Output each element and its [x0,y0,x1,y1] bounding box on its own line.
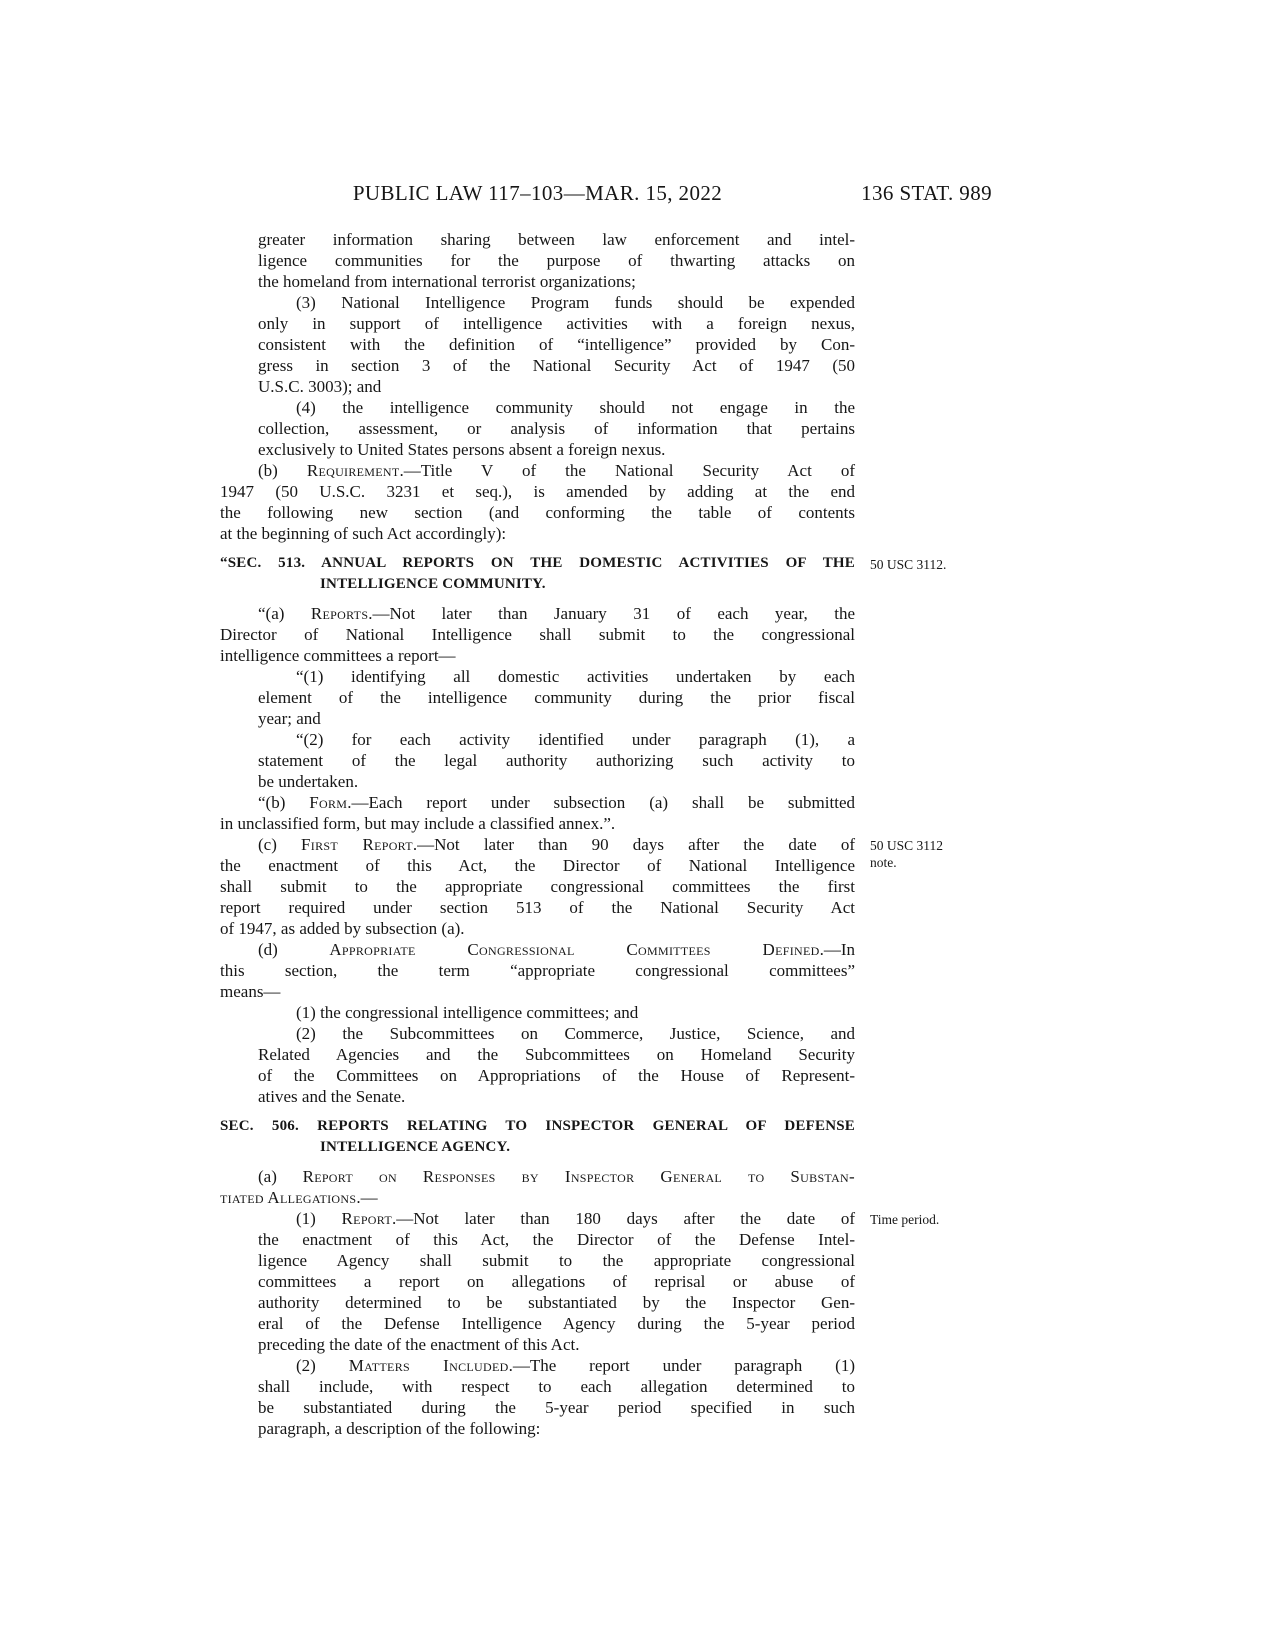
text-line: “SEC. 513. ANNUAL REPORTS ON THE DOMESTIC ACTIVITIES OF THE [220,555,855,571]
text-line: ligence Agency shall submit to the appropriate congressional [258,1251,855,1270]
text-line: greater information sharing between law enforcement and intel- [258,230,855,249]
paragraph [220,1208,940,1355]
paragraph [220,729,855,792]
text-line: only in support of intelligence activities with a foreign nexus, [258,314,855,333]
paragraph [220,1002,855,1023]
small-caps-text: Matters Included [348,1356,509,1375]
text-line: ligence communities for the purpose of thwarting attacks on [258,251,855,270]
small-caps-text: Appropriate Congressional Committees Defined [329,940,820,959]
text-line: atives and the Senate. [258,1087,406,1106]
text-line: the following new section (and conforming the table of contents [220,503,855,522]
section-heading [220,1116,855,1158]
text-line: shall include, with respect to each allegation determined to [258,1377,855,1396]
text-line: be substantiated during the 5-year period specified in such [258,1398,855,1417]
text-line: (a) Report on Responses by Inspector General to Substan- [258,1167,855,1186]
paragraph [220,460,855,544]
text-line: (1) the congressional intelligence committees; and [296,1003,639,1022]
paragraph [220,666,855,729]
margin-note: Time period. [870,1212,940,1227]
text-line: “(1) identifying all domestic activities undertaken by each [296,667,855,686]
paragraph [220,397,855,460]
text-line: committees a report on allegations of reprisal or abuse of [258,1272,855,1291]
text-line: element of the intelligence community during the prior fiscal [258,688,855,707]
paragraph [220,834,944,939]
text-line: “(a) Reports.—Not later than January 31 of each year, the [258,604,855,623]
text-line: (2) Matters Included.—The report under paragraph (1) [296,1356,855,1375]
paragraph [220,939,855,1002]
text-line: statement of the legal authority authorizing such activity to [258,751,855,770]
paragraph [220,1023,855,1107]
text-line: 1947 (50 U.S.C. 3231 et seq.), is amended by adding at the end [220,482,855,501]
small-caps-text: First Report [301,835,413,854]
text-line: consistent with the definition of “intelligence” provided by Con- [258,335,855,354]
paragraph [220,603,855,666]
document-body [220,229,947,1439]
text-line: at the beginning of such Act accordingly): [220,524,507,543]
paragraph [220,1166,855,1208]
text-line: intelligence committees a report— [220,646,456,665]
statute-page-number: 136 STAT. 989 [861,181,992,205]
page-header [220,181,992,207]
text-line: year; and [258,709,321,728]
small-caps-text: Report on Responses by Inspector General to Substan- [302,1167,855,1186]
text-line: this section, the term “appropriate congressional committees” [220,961,855,980]
text-line: gress in section 3 of the National Security Act of 1947 (50 [258,356,855,375]
text-line: the enactment of this Act, the Director of the Defense Intel- [258,1230,855,1249]
text-line: (2) the Subcommittees on Commerce, Justice, Science, and [296,1024,855,1043]
section-heading [220,553,947,595]
text-line: authority determined to be substantiated by the Inspector Gen- [258,1293,855,1312]
text-line: SEC. 506. REPORTS RELATING TO INSPECTOR GENERAL OF DEFENSE [220,1118,855,1134]
text-line: exclusively to United States persons absent a foreign nexus. [258,440,666,459]
text-line: (3) National Intelligence Program funds should be expended [296,293,855,312]
small-caps-text: Reports [310,604,369,623]
text-line: of 1947, as added by subsection (a). [220,919,465,938]
paragraph [220,1355,855,1439]
text-line: report required under section 513 of the National Security Act [220,898,855,917]
margin-note: 50 USC 3112 note. [870,838,944,870]
margin-note: 50 USC 3112. [870,557,947,572]
text-line: U.S.C. 3003); and [258,377,382,396]
paragraph [220,229,855,292]
text-line: Director of National Intelligence shall submit to the congressional [220,625,855,644]
small-caps-text: Report [341,1209,392,1228]
text-line: preceding the date of the enactment of this Act. [258,1335,580,1354]
text-line: “(2) for each activity identified under paragraph (1), a [296,730,855,749]
paragraph [220,792,855,834]
text-line: of the Committees on Appropriations of the House of Represent- [258,1066,855,1085]
text-line: paragraph, a description of the following: [258,1419,541,1438]
text-line: Related Agencies and the Subcommittees on Homeland Security [258,1045,855,1064]
text-line: INTELLIGENCE AGENCY. [320,1139,511,1155]
text-line: be undertaken. [258,772,359,791]
paragraph [220,292,855,397]
text-line: means— [220,982,281,1001]
text-line: INTELLIGENCE COMMUNITY. [320,576,546,592]
text-line: “(b) Form.—Each report under subsection (a) shall be submitted [258,793,855,812]
text-line: tiated Allegations.— [220,1188,378,1207]
text-line: (b) Requirement.—Title V of the National Security Act of [258,461,855,480]
text-line: (4) the intelligence community should not engage in the [296,398,855,417]
small-caps-text: Requirement [306,461,400,480]
text-line: eral of the Defense Intelligence Agency during the 5-year period [258,1314,855,1333]
text-line: (c) First Report.—Not later than 90 days after the date of [258,835,856,854]
text-line: the homeland from international terrorist organizations; [258,272,636,291]
text-line: (1) Report.—Not later than 180 days after the date of [296,1209,855,1228]
small-caps-text: tiated Allegations [220,1188,357,1207]
text-line: (d) Appropriate Congressional Committees Defined.—In [258,940,856,959]
small-caps-text: Form [309,793,348,812]
running-head-title: PUBLIC LAW 117–103—MAR. 15, 2022 [352,181,723,205]
text-line: in unclassified form, but may include a classified annex.”. [220,814,616,833]
text-line: collection, assessment, or analysis of information that pertains [258,419,855,438]
text-line: shall submit to the appropriate congressional committees the first [220,877,855,896]
text-line: the enactment of this Act, the Director of National Intelligence [220,856,855,875]
